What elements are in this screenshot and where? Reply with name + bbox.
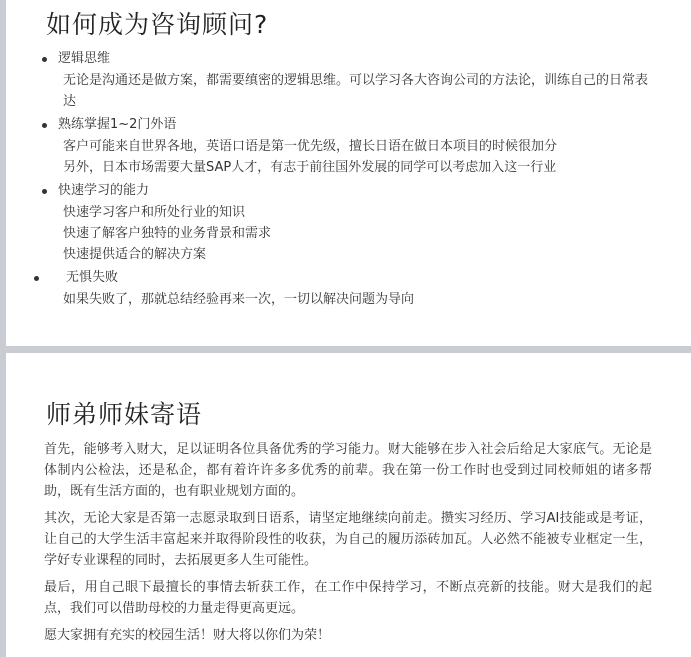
skill-detail: 无论是沟通还是做方案，都需要缜密的逻辑思维。可以学习各大咨询公司的方法论，训练自己的日常表达 [63, 73, 649, 109]
skills-list [40, 48, 660, 312]
section-divider [0, 346, 691, 353]
bullet-icon [42, 189, 47, 194]
skill-detail: 另外，日本市场需要大量SAP人才，有志于前往国外发展的同学可以考虑加入这一行业 [63, 160, 557, 175]
skill-item [40, 48, 660, 112]
bullet-icon [34, 276, 39, 281]
skill-heading: 快速学习的能力 [40, 180, 660, 202]
bullet-icon [42, 57, 47, 62]
paragraph: 最后，用自己眼下最擅长的事情去斩获工作，在工作中保持学习，不断点亮新的技能。财大是我们的起点，我们可以借助母校的力量走得更高更远。 [44, 580, 652, 616]
skill-detail: 快速了解客户独特的业务背景和需求 [63, 226, 272, 241]
section-title: 如何成为咨询顾问? [46, 10, 269, 39]
message-section [6, 353, 691, 657]
skill-item [40, 180, 660, 265]
paragraph: 首先，能够考入财大，足以证明各位具备优秀的学习能力。财大能够在步入社会后给足大家底气。无论是体制内公检法，还是私企，都有着许许多多优秀的前辈。我在第一份工作时也受到过同校师姐的诸多帮助，既有生活方面的，也有职业规划方面的。 [44, 442, 652, 499]
bullet-icon [42, 123, 47, 128]
skill-item [40, 114, 660, 178]
skill-detail: 快速提供适合的解决方案 [63, 247, 207, 262]
skill-heading: 熟练掌握1~2门外语 [40, 114, 660, 136]
message-body [44, 439, 652, 652]
skill-detail: 快速学习客户和所处行业的知识 [63, 205, 246, 220]
skill-detail: 如果失败了，那就总结经验再来一次，一切以解决问题为导向 [63, 292, 415, 307]
skill-detail: 客户可能来自世界各地，英语口语是第一优先级，擅长日语在做日本项目的时候很加分 [63, 139, 558, 154]
paragraph: 其次，无论大家是否第一志愿录取到日语系，请坚定地继续向前走。攒实习经历、学习AI技能或是考证，让自己的大学生活丰富起来并取得阶段性的收获，为自己的履历添砖加瓦。人必然不能被专业框定一生，学好专业课程的同时，去拓展更多人生可能性。 [44, 511, 652, 568]
paragraph: 愿大家拥有充实的校园生活！财大将以你们为荣！ [44, 628, 331, 643]
consultant-section [6, 0, 691, 346]
section-title: 师弟师妹寄语 [46, 400, 203, 429]
skill-item [40, 267, 660, 310]
skill-heading: 逻辑思维 [40, 48, 660, 70]
skill-heading: 无惧失败 [40, 267, 660, 289]
